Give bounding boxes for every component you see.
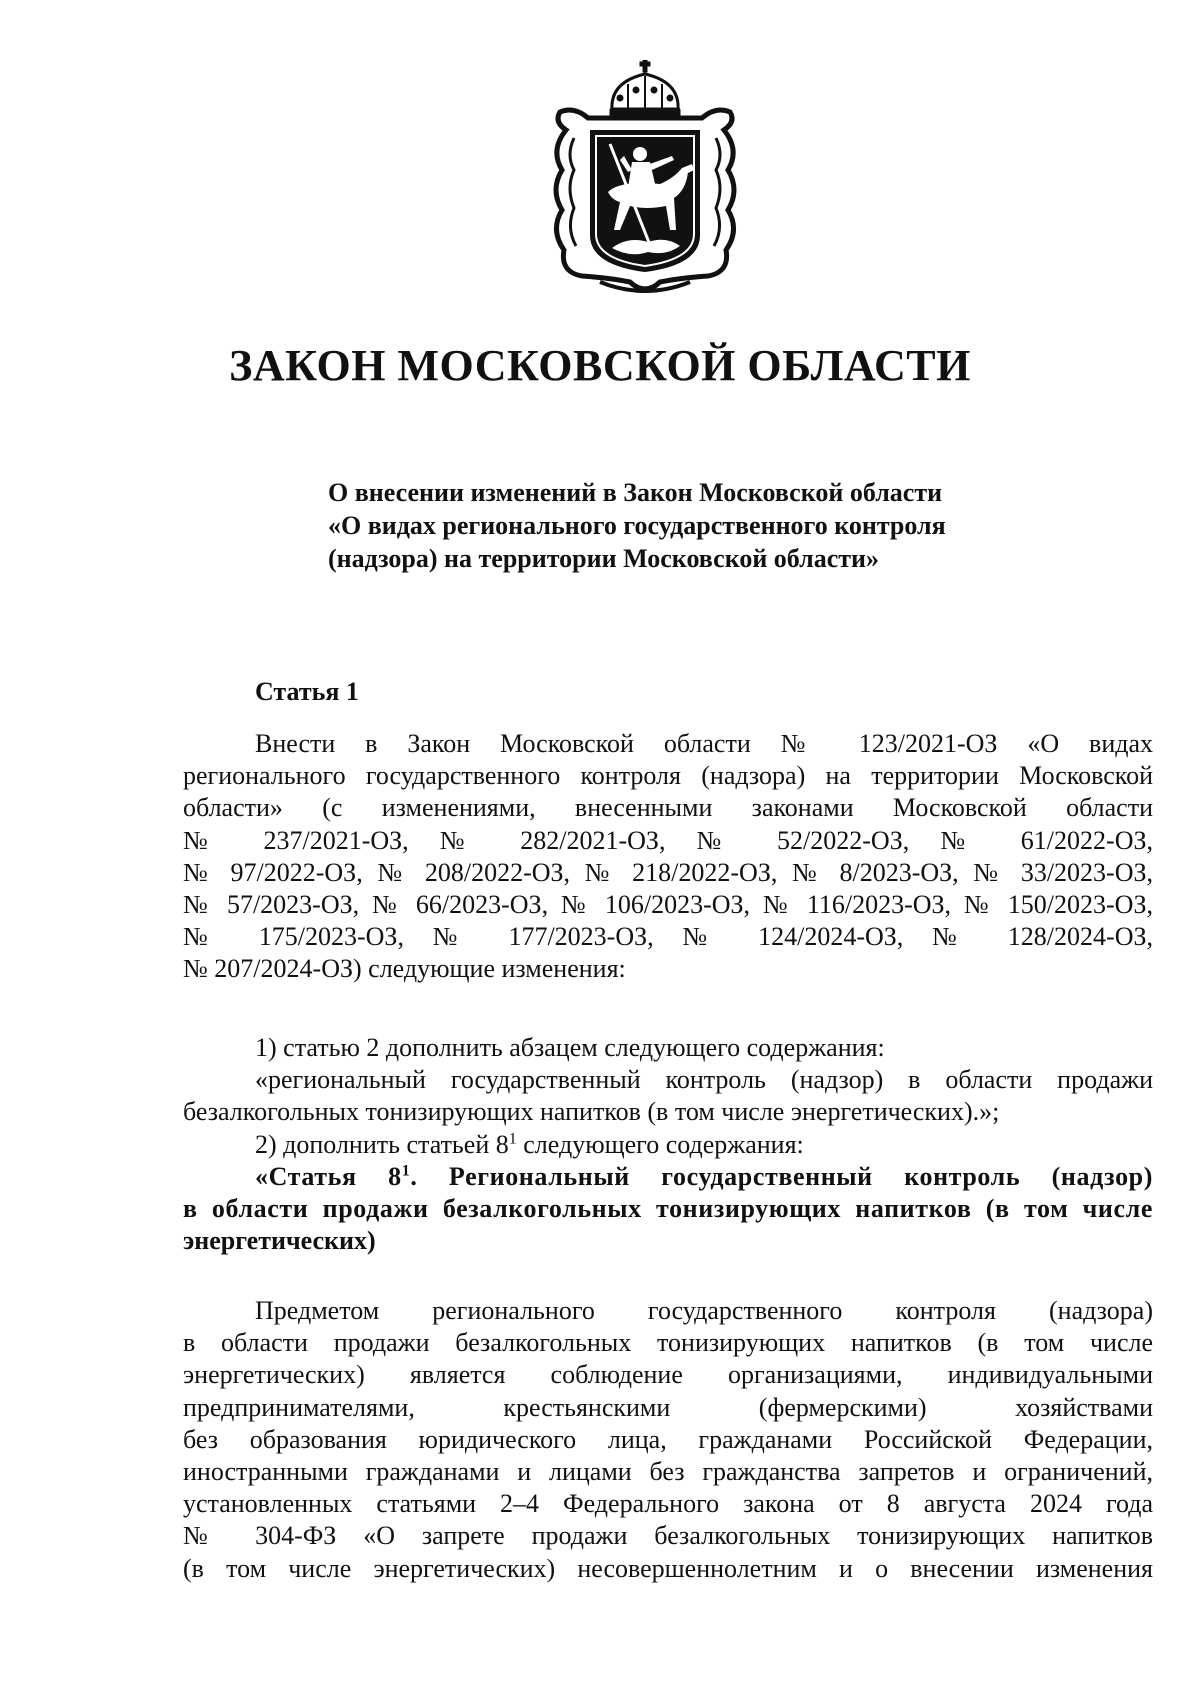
text-line: предпринимателями, крестьянскими (фермерскими) хозяйствами [183, 1392, 1153, 1422]
amendment-item-2-text: 2) дополнить статьей 8 [255, 1129, 509, 1159]
law-subject-line: «О видах регионального государственного контроля [328, 511, 946, 540]
new-article-heading-prefix: «Статья 8 [255, 1161, 402, 1191]
text-line: Предметом регионального государственного контроля (надзора) [255, 1296, 1153, 1325]
article-intro [183, 728, 1153, 986]
amendments [183, 1032, 1153, 1257]
new-article-heading-line: энергетических) [183, 1226, 376, 1256]
text-line: области» (с изменениями, внесенными законами Московской области [183, 793, 1153, 823]
law-title: ЗАКОН МОСКОВСКОЙ ОБЛАСТИ [229, 341, 971, 390]
text-line: регионального государственного контроля (надзора) на территории Московской [183, 761, 1153, 791]
new-article-heading [183, 1161, 1153, 1193]
law-subject [328, 476, 1018, 575]
amendment-item-1: 1) статью 2 дополнить абзацем следующего содержания: [255, 1033, 885, 1062]
text-line: № 57/2023-ОЗ, № 66/2023-ОЗ, № 106/2023-ОЗ, № 116/2023-ОЗ, № 150/2023-ОЗ, [183, 890, 1153, 920]
subject-paragraph [183, 1295, 1153, 1585]
amendment-item-2-text: следующего содержания: [516, 1129, 804, 1159]
text-line: № 304-ФЗ «О запрете продажи безалкогольных тонизирующих напитков [183, 1521, 1153, 1551]
law-subject-line: (надзора) на территории Московской области» [328, 544, 880, 573]
law-subject-line: О внесении изменений в Закон Московской области [328, 478, 943, 507]
text-line: № 237/2021-ОЗ, № 282/2021-ОЗ, № 52/2022-ОЗ, № 61/2022-ОЗ, [183, 825, 1153, 855]
text-line: установленных статьями 2–4 Федерального закона от 8 августа 2024 года [183, 1489, 1153, 1519]
superscript: 1 [508, 1129, 517, 1147]
text-line: безалкогольных тонизирующих напитков (в том числе энергетических).»; [183, 1097, 1000, 1127]
moscow-oblast-coat-of-arms-icon [540, 60, 750, 300]
text-line: № 97/2022-ОЗ, № 208/2022-ОЗ, № 218/2022-ОЗ, № 8/2023-ОЗ, № 33/2023-ОЗ, [183, 857, 1153, 887]
text-line: № 175/2023-ОЗ, № 177/2023-ОЗ, № 124/2024-ОЗ, № 128/2024-ОЗ, [183, 922, 1153, 952]
amendment-item-2 [183, 1129, 1153, 1161]
new-article-heading-text: . Региональный государственный контроль (надзор) [410, 1161, 1154, 1191]
text-line: «региональный государственный контроль (надзор) в области продажи [255, 1065, 1153, 1095]
new-article-heading-line: в области продажи безалкогольных тонизирующих напитков (в том числе [183, 1194, 1153, 1224]
article-heading: Статья 1 [255, 677, 359, 706]
text-line: (в том числе энергетических) несовершеннолетним и о внесении изменения [183, 1553, 1153, 1583]
text-line: иностранными гражданами и лицами без гражданства запретов и ограничений, [183, 1457, 1153, 1487]
text-line: без образования юридического лица, гражданами Российской Федерации, [183, 1424, 1153, 1454]
text-line: в области продажи безалкогольных тонизирующих напитков (в том числе [183, 1328, 1153, 1358]
superscript: 1 [401, 1162, 411, 1180]
text-line: Внести в Закон Московской области № 123/2021-ОЗ «О видах [255, 729, 1153, 758]
text-line: энергетических) является соблюдение организациями, индивидуальными [183, 1360, 1153, 1390]
text-line: № 207/2024-ОЗ) следующие изменения: [183, 954, 626, 984]
